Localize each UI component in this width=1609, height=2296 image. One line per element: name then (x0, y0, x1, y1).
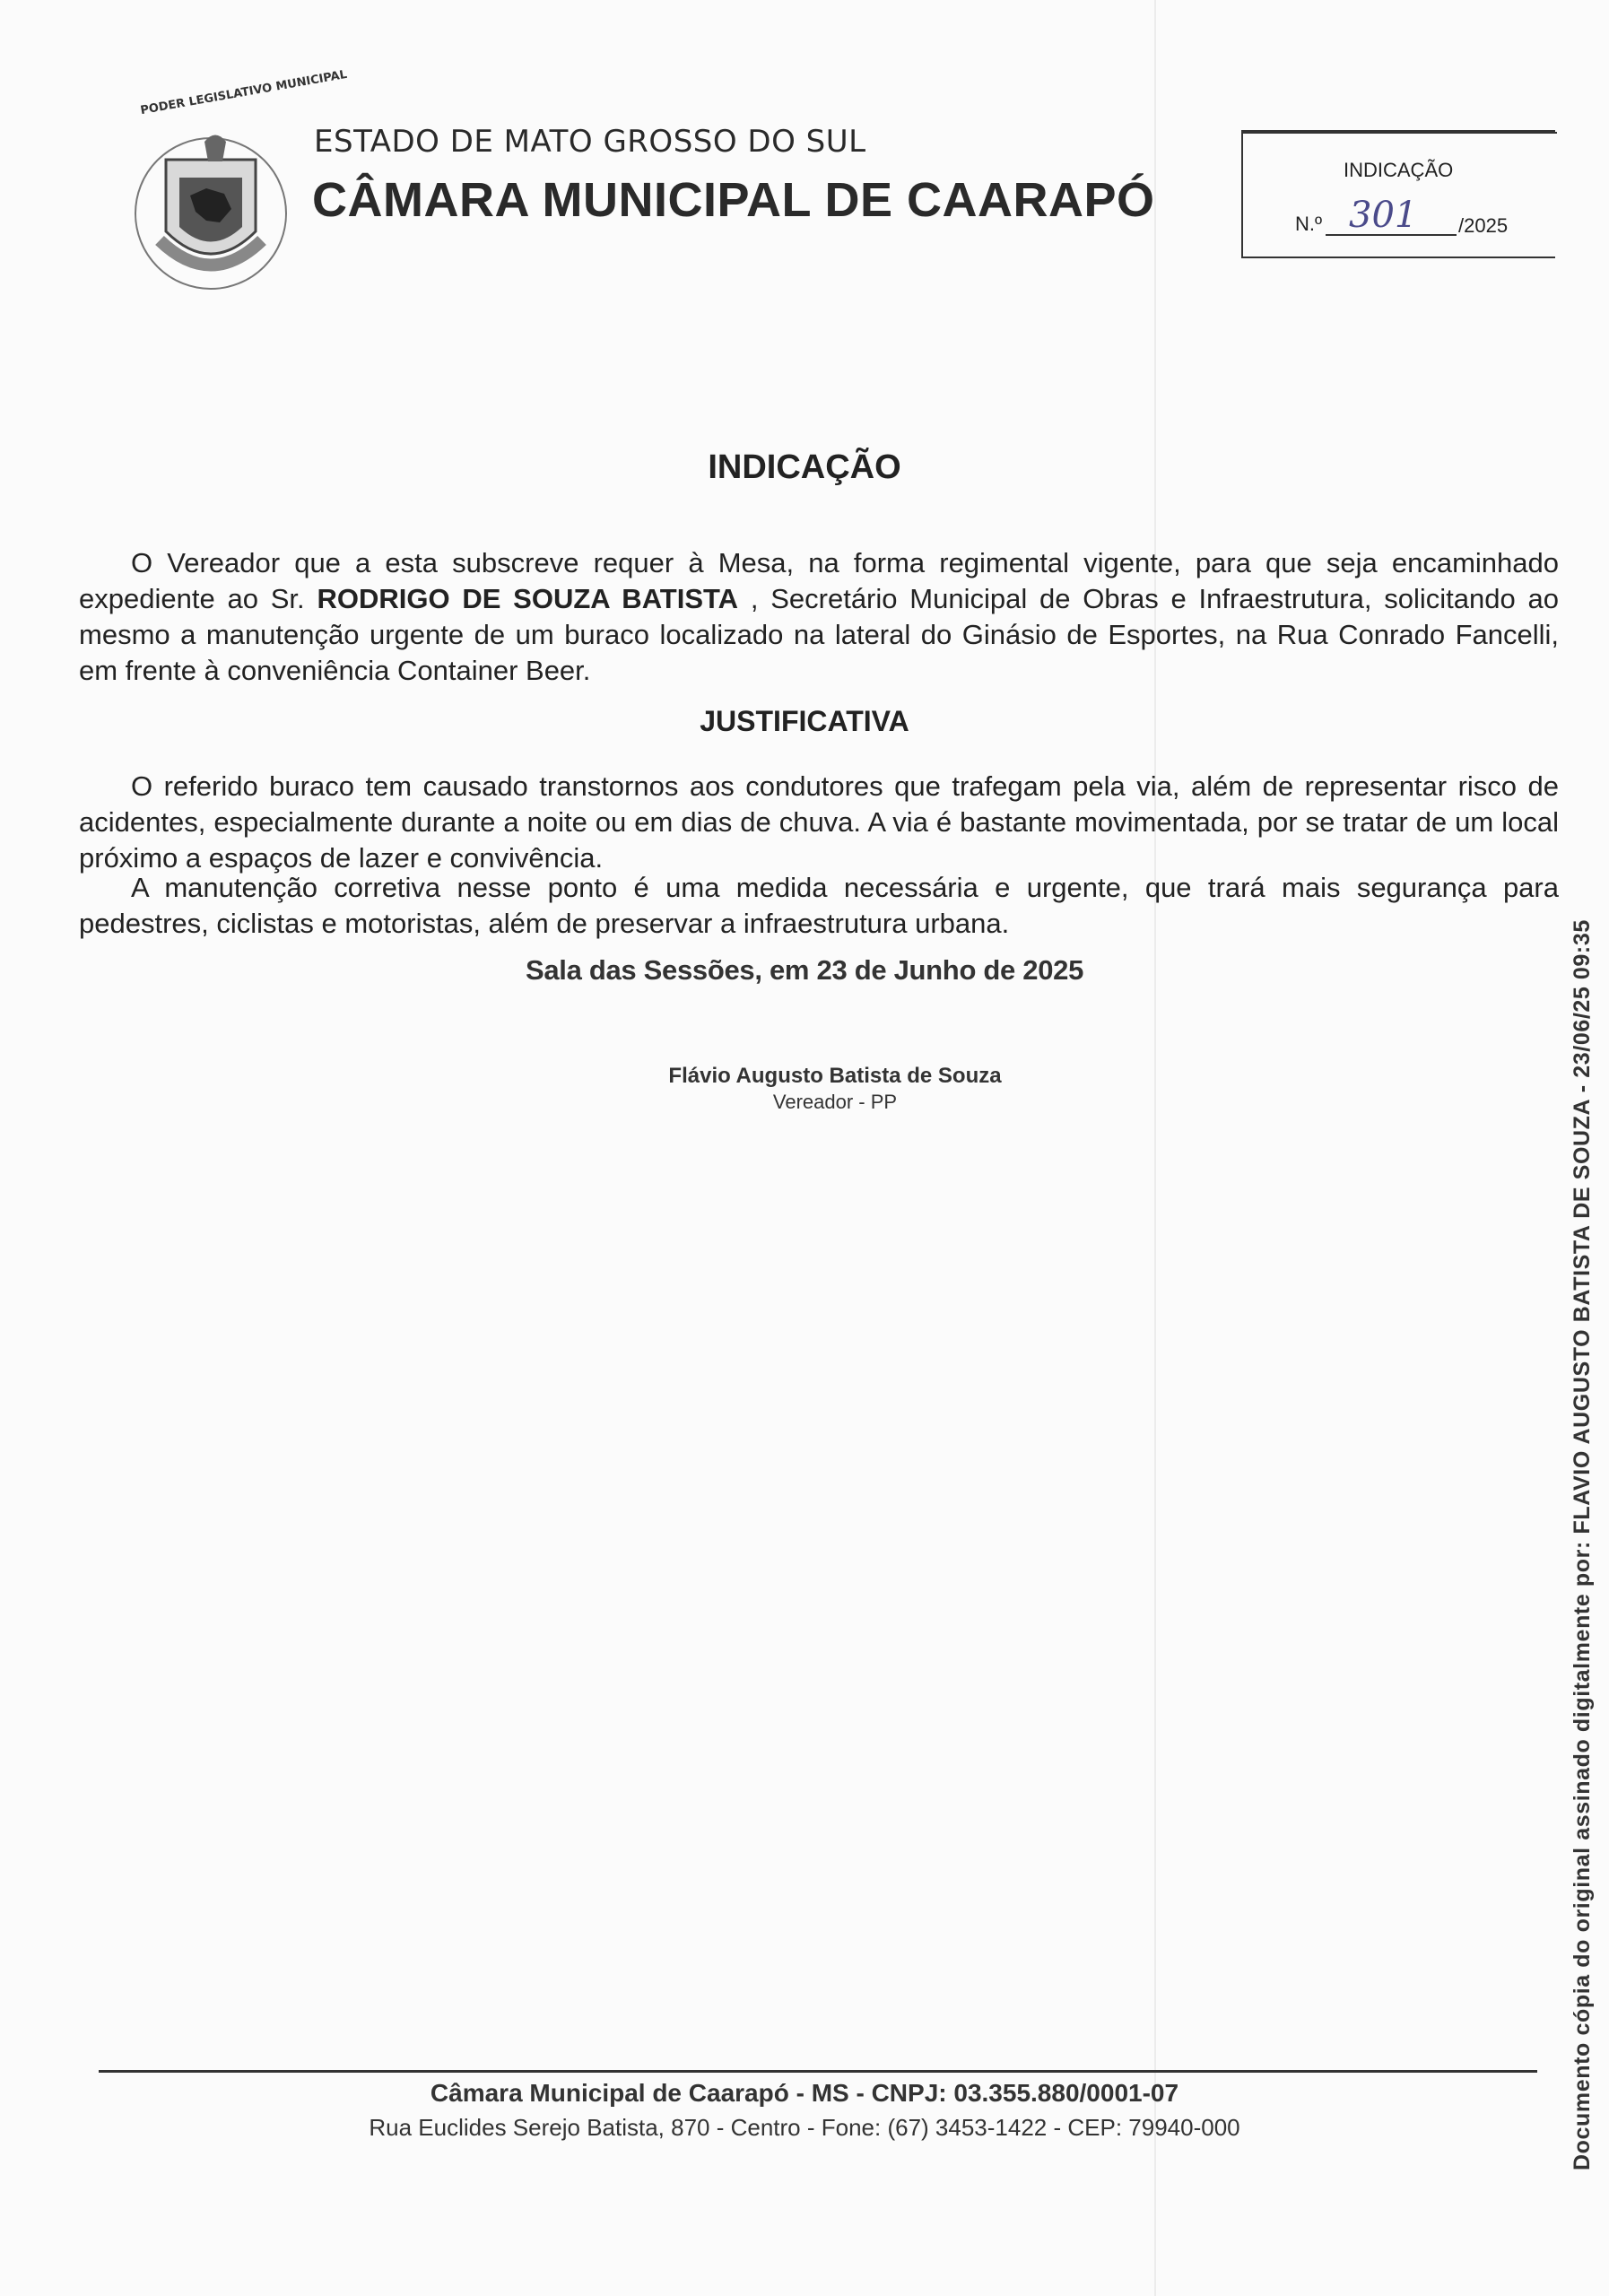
indication-year: /2025 (1458, 214, 1509, 237)
request-text-after: , Secretário Municipal de Obras e Infraestrutura, solicitando ao mesmo a manutenção urgente de um buraco localizado na lateral do Ginásio de Esportes, na Rua Conrado Fancelli, em frente à conveniência Container Beer. (79, 583, 1560, 686)
place-and-date: Sala das Sessões, em 23 de Junho de 2025 (525, 954, 1084, 986)
justification-paragraph-1 (79, 769, 1559, 876)
box-top-line (1243, 132, 1557, 134)
recipient-name: RODRIGO DE SOUZA BATISTA (317, 583, 739, 614)
chamber-name: CÂMARA MUNICIPAL DE CAARAPÓ (312, 173, 1155, 227)
document-title: INDICAÇÃO (708, 448, 901, 486)
signatory-role: Vereador - PP (772, 1091, 898, 1113)
scan-artifact-line (1154, 0, 1156, 2296)
handwritten-number-text: 301 (1349, 195, 1418, 234)
justification-title: JUSTIFICATIVA (700, 705, 909, 737)
request-text-before: O Vereador que a esta subscreve requer à Mesa, na forma regimental vigente, para que seja encaminhado expediente ao Sr. (79, 547, 1559, 614)
justification-text-2: A manutenção corretiva nesse ponto é uma medida necessária e urgente, que trará mais segurança para pedestres, ciclistas e motoristas, além de preservar a infraestrutura urbana. (79, 872, 1559, 939)
coat-of-arms-seal (126, 106, 296, 294)
number-underline (1326, 234, 1457, 236)
number-prefix: N.º (1295, 213, 1323, 235)
state-name: ESTADO DE MATO GROSSO DO SUL (314, 124, 866, 160)
justification-paragraph-2 (79, 870, 1559, 942)
justification-text-1: O referido buraco tem causado transtornos aos condutores que trafegam pela via, além de representar risco de acidentes, especialmente durante a noite ou em dias de chuva. A via é bastante movimentada, por se tratar de um local próximo a espaços de lazer e convivência. (79, 770, 1559, 874)
indication-box-label: INDICAÇÃO (1344, 159, 1454, 181)
footer-address: Rua Euclides Serejo Batista, 870 - Centro - Fone: (67) 3453-1422 - CEP: 79940-000 (369, 2114, 1240, 2141)
request-paragraph (79, 545, 1559, 689)
footer-divider (99, 2070, 1537, 2073)
signatory-name: Flávio Augusto Batista de Souza (668, 1064, 1002, 1088)
seal-arc-text: PODER LEGISLATIVO MUNICIPAL (139, 67, 349, 118)
footer-institution: Câmara Municipal de Caarapó - MS - CNPJ: 03.355.880/0001-07 (430, 2079, 1179, 2107)
indication-number-box (1241, 130, 1555, 258)
digital-signature-stamp: Documento cópia do original assinado digitalmente por: FLAVIO AUGUSTO BATISTA DE SOUZA - 23/06/25 09:35 (1570, 919, 1595, 2170)
